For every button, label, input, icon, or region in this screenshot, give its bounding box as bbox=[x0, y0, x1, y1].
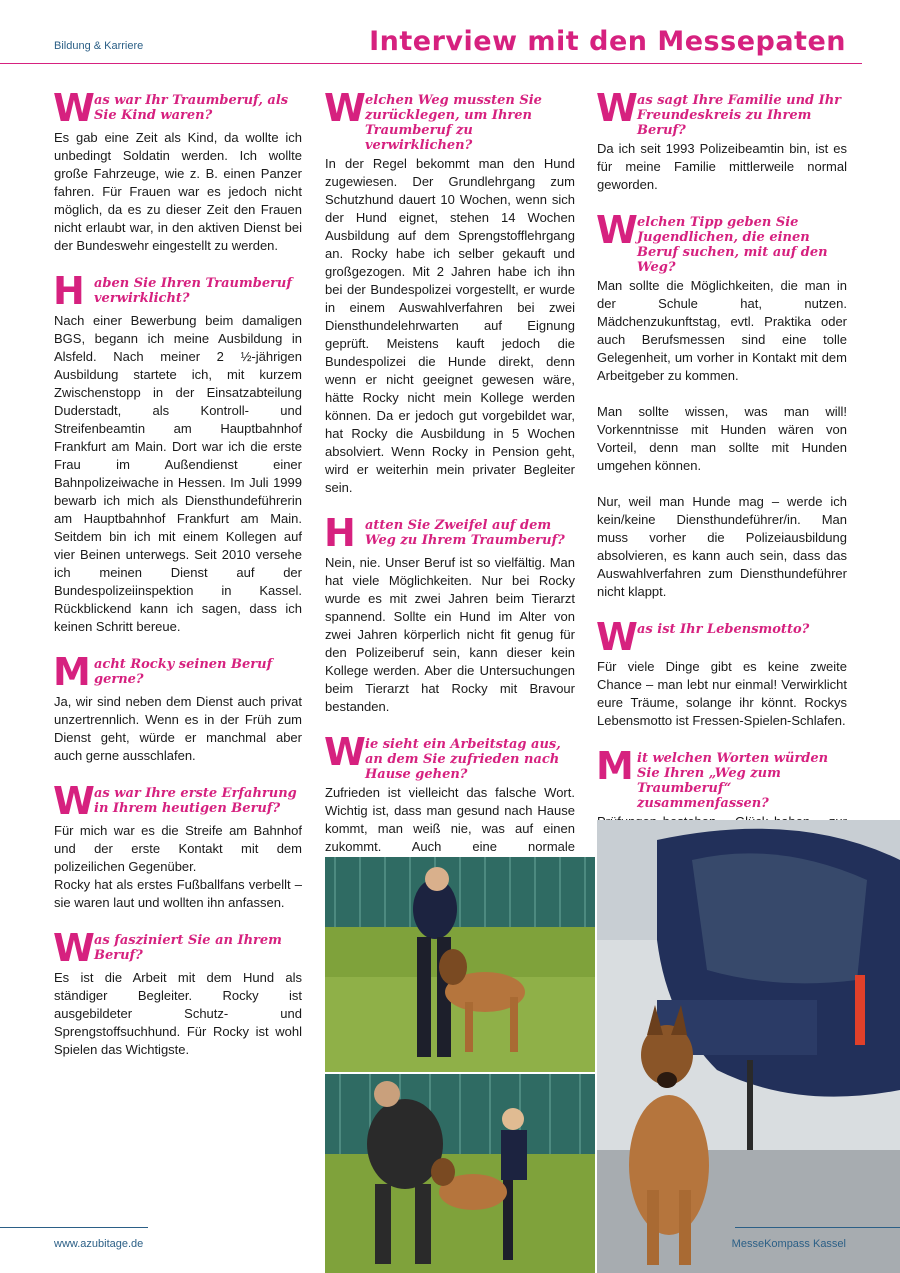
qa-item bbox=[596, 615, 847, 730]
answer: Es gab eine Zeit als Kind, da wollte ich unbedingt Soldatin werden. Ich wollte große Fahrzeuge, wie z. B. einen Panzer fahren. Für Frauen war es jedoch nicht möglich, da es zu dieser Zeit den Frauen nicht erlaubt war, in den aktiven Dienst bei der Bundeswehr eingestellt zu werden. bbox=[54, 130, 302, 253]
qa-item bbox=[596, 208, 847, 601]
drop-cap: W bbox=[324, 730, 366, 774]
question-text: it welchen Worten würden Sie Ihren „Weg zum Traumberuf“ zusammenfassen? bbox=[637, 751, 829, 811]
drop-cap: M bbox=[596, 744, 634, 788]
question-text: aben Sie Ihren Traumberuf verwirklicht? bbox=[94, 276, 292, 306]
question-text: as fasziniert Sie an Ihrem Beruf? bbox=[94, 933, 282, 963]
footer-divider-left bbox=[0, 1227, 148, 1228]
question-text: as ist Ihr Lebensmotto? bbox=[637, 622, 810, 637]
qa-item bbox=[53, 269, 302, 636]
answer: Zufrieden ist vielleicht das falsche Wort. Wichtig ist, dass man gesund nach Hause kommt, man weiß nie, was auf einen zukommt. Auch eine normale bbox=[325, 785, 575, 854]
question-text: elchen Tipp geben Sie Jugendlichen, die einen Beruf suchen, mit auf den Weg? bbox=[637, 215, 828, 275]
qa-item bbox=[53, 86, 302, 255]
question bbox=[596, 615, 847, 659]
question bbox=[53, 779, 302, 823]
answer: Da ich seit 1993 Polizeibeamtin bin, ist es für meine Familie mittlerweile normal geworden. bbox=[597, 141, 847, 192]
qa-item bbox=[596, 86, 847, 194]
drop-cap: W bbox=[53, 86, 95, 130]
drop-cap: W bbox=[596, 86, 638, 130]
question bbox=[53, 926, 302, 970]
answer: Ja, wir sind neben dem Dienst auch privat unzertrennlich. Wenn es in der Früh zum Dienst geht, würde er manchmal aber auch gerne ausschlafen. bbox=[54, 694, 302, 763]
drop-cap: W bbox=[53, 926, 95, 970]
drop-cap: W bbox=[596, 615, 638, 659]
section-label: Bildung & Karriere bbox=[54, 40, 144, 52]
question bbox=[53, 650, 302, 694]
question-text: as war Ihr Traumberuf, als Sie Kind waren? bbox=[94, 93, 289, 123]
officer-training-dog-photo bbox=[325, 857, 595, 1072]
question bbox=[596, 744, 847, 811]
answer: In der Regel bekommt man den Hund zugewiesen. Der Grundlehrgang zum Schutzhund dauert 10 Wochen, wenn sich der Hund eignet, stehen 14 Wochen Ausbildung auf dem Sprengstofflehrgang an. Rocky habe ich selber gekauft und großgezogen. Mit 2 Jahren habe ich ihn bei der Bundespolizei vorgestellt, er wurde in einem Auswahlverfahren bei zwei Diensthundelehrwarten auf Eignung geprüft. Meistens kauft jedoch die Bundespolizei die Hunde direkt, denn wenn er nicht geeignet gewesen wäre, hätte Rocky nicht mein Kollege werden können. Da er jedoch gut vorgebildet war, hat Rocky die Ausbildung in 5 Wochen absolviert. Wenn Rocky in Pension geht, wird er weiterhin mein privater Begleiter sein. bbox=[325, 156, 575, 495]
drop-cap: W bbox=[324, 86, 366, 130]
question bbox=[324, 730, 575, 782]
question-text: atten Sie Zweifel auf dem Weg zu Ihrem Traumberuf? bbox=[365, 518, 565, 548]
answer: Für viele Dinge gibt es keine zweite Chance – man lebt nur einmal! Verwirklicht eure Träume, solange ihr könnt. Rockys Lebensmotto ist Fressen-Spielen-Schlafen. bbox=[597, 659, 847, 728]
answer: Man sollte die Möglichkeiten, die man in der Schule hat, nutzen. Mädchenzukunftstag, evtl. Praktika oder auch Berufsmessen sind eine tolle Gelegenheit, um vorher in Kontakt mit dem Arbeitgeber zu kommen. Man sollte wissen, was man will! Vorkenntnisse mit Hunden wären von Vorteil, denn man sollte mit Hunden umgehen können. Nur, weil man Hunde mag – werde ich kein/keine Diensthundeführer/in. Man muss vorher die Polizeiausbildung absolvieren, es kann auch sein, dass das Auswahlverfahren zum Diensthundeführer nicht klappt. bbox=[597, 278, 847, 599]
footer-publication: MesseKompass Kassel bbox=[731, 1238, 846, 1250]
question-text: acht Rocky seinen Beruf gerne? bbox=[94, 657, 273, 687]
question bbox=[596, 208, 847, 275]
footer-website: www.azubitage.de bbox=[54, 1238, 144, 1250]
column-1 bbox=[53, 86, 302, 1080]
qa-item bbox=[53, 650, 302, 765]
drop-cap: W bbox=[53, 779, 95, 823]
qa-item bbox=[53, 779, 302, 912]
drop-cap: H bbox=[53, 269, 85, 313]
question-text: elchen Weg mussten Sie zurücklegen, um Ihren Traumberuf zu verwirklichen? bbox=[365, 93, 542, 153]
drop-cap: M bbox=[53, 650, 91, 694]
answer: Es ist die Arbeit mit dem Hund als ständiger Begleiter. Rocky ist ausgebildeter Schutz- und Sprengstoffsuchhund. Für Rocky ist wohl Spielen das Wichtigste. bbox=[54, 970, 302, 1057]
answer: Nein, nie. Unser Beruf ist so vielfältig. Man hat viele Möglichkeiten. Nur bei Rocky wurde es mit zwei Jahren beim Tierarzt spannend. Sollte ein Hund im Alter von zwei Jahren körperlich nicht fit genug für den Polizeiberuf sein, kann dieser kein Kollege werden. Aber die Untersuchungen beim Tierarzt hat Rocky mit Bravour bestanden. bbox=[325, 555, 575, 714]
officer-training-dog-icon bbox=[325, 857, 595, 1072]
question bbox=[324, 511, 575, 555]
question bbox=[53, 269, 302, 313]
qa-item bbox=[324, 511, 575, 716]
drop-cap: H bbox=[324, 511, 356, 555]
drop-cap: W bbox=[596, 208, 638, 252]
answer: Für mich war es die Streife am Bahnhof und der erste Kontakt mit dem polizeilichen Gegenüber. Rocky hat als erstes Fußballfans verbellt – sie waren laut und wollten ihn anfassen. bbox=[54, 823, 302, 910]
answer: Nach einer Bewerbung beim damaligen BGS, begann ich meine Ausbildung in Alsfeld. Nach meiner 2 ½-jährigen Ausbildung startete ich, mit kurzem Zwischenstopp in der Einsatzabteilung Duderstadt, als Kontroll- und Streifenbeamtin am Hauptbahnhof Frankfurt am Main. Dort war ich die erste Frau im Außendienst einer Bahnpolizeiwache in Hessen. Im Juli 1999 bewarb ich mich als Diensthundeführerin am Hauptbahnhof Frankfurt am Main. Seitdem bin ich mit einem Kollegen auf vier Beinen unterwegs. Seit 2010 versehe ich meinen Dienst auf der Bundespolizeiinspektion in Kassel. Rückblickend kann ich sagen, dass ich keinen Schritt bereue. bbox=[54, 313, 302, 634]
question-text: as sagt Ihre Familie und Ihr Freundeskreis zu Ihrem Beruf? bbox=[637, 93, 842, 138]
header-divider bbox=[0, 63, 862, 64]
column-3 bbox=[596, 86, 847, 888]
footer-divider-right bbox=[735, 1227, 900, 1228]
dog-at-helicopter-icon bbox=[597, 820, 900, 1273]
question-text: ie sieht ein Arbeitstag aus, an dem Sie zufrieden nach Hause gehen? bbox=[365, 737, 561, 782]
question bbox=[596, 86, 847, 138]
question bbox=[53, 86, 302, 130]
dog-at-helicopter-photo bbox=[597, 820, 900, 1273]
qa-item bbox=[324, 86, 575, 497]
protection-training-icon bbox=[325, 1074, 595, 1273]
protection-training-photo bbox=[325, 1074, 595, 1273]
qa-item bbox=[53, 926, 302, 1059]
question-text: as war Ihre erste Erfahrung in Ihrem heutigen Beruf? bbox=[94, 786, 297, 816]
question bbox=[324, 86, 575, 153]
page-title: Interview mit den Messepaten bbox=[369, 26, 846, 57]
